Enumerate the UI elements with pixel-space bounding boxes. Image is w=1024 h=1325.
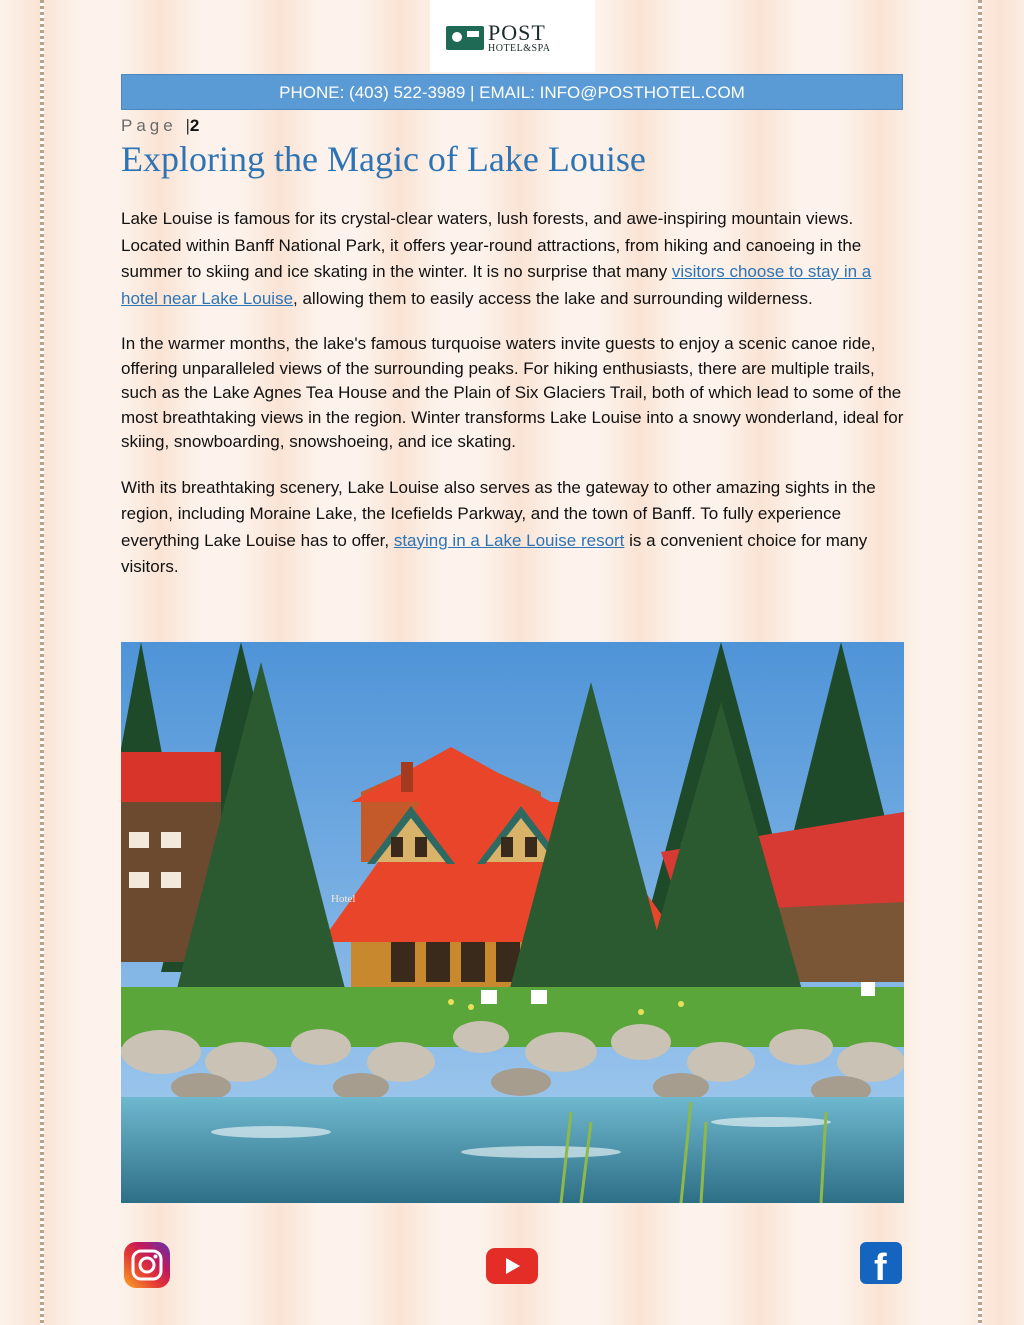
contact-bar: PHONE: (403) 522-3989 | EMAIL: INFO@POSTHOTEL.COM (121, 74, 903, 110)
hotel-near-lake-louise-link[interactable]: visitors choose to stay in a hotel near Lake Louise (121, 262, 872, 308)
facebook-button[interactable] (860, 1242, 902, 1284)
paragraph-3 (121, 475, 905, 581)
page-separator: | (185, 116, 190, 135)
facebook-glyph: f (874, 1247, 887, 1284)
facebook-icon (860, 1242, 902, 1284)
logo-text-post: POST (488, 20, 546, 45)
youtube-icon (486, 1248, 538, 1284)
lake-louise-resort-link[interactable]: staying in a Lake Louise resort (393, 530, 625, 550)
logo-text-hotel-spa: HOTEL&SPA (488, 43, 551, 54)
page-word: Page (121, 116, 177, 135)
page-title: Exploring the Magic of Lake Louise (121, 139, 646, 179)
hotel-sign-text: Hotel (331, 893, 356, 905)
hotel-photo-illustration (121, 642, 904, 1203)
article-body (121, 206, 905, 601)
hotel-photo (121, 642, 904, 1203)
paragraph-3-text-start: With its breathtaking scenery, Lake Louise also serves as the gateway to other amazing sights in the region, including Moraine Lake, the Icefields Parkway, and the town of Banff. To fully experience everything Lake Louise has to offer, (121, 477, 876, 550)
hotel-logo (430, 0, 595, 72)
youtube-button[interactable] (486, 1248, 538, 1284)
paragraph-1-text-start: Lake Louise is famous for its crystal-clear waters, lush forests, and awe-inspiring mountain views. Located within Banff National Park, it offers year-round attractions, from hiking and canoeing in the summer to skiing and ice skating in the winter. It is no surprise that many (121, 209, 862, 281)
logo-mark-icon (446, 26, 484, 50)
paragraph-1-text-end: , allowing them to easily access the lake and surrounding wilderness. (293, 288, 813, 308)
page-number-label (121, 116, 199, 136)
paragraph-3-text-end: is a convenient choice for many visitors. (121, 530, 868, 576)
decorative-border-left (40, 0, 44, 1325)
instagram-icon (124, 1242, 170, 1288)
page-number: 2 (189, 116, 200, 135)
paragraph-1 (121, 206, 905, 312)
decorative-border-right (978, 0, 982, 1325)
instagram-button[interactable] (124, 1242, 170, 1288)
paragraph-2: In the warmer months, the lake's famous turquoise waters invite guests to enjoy a scenic canoe ride, offering unparalleled views of the surrounding peaks. For hiking enthusiasts, there are multiple trails, such as the Lake Agnes Tea House and the Plain of Six Glaciers Trail, both of which lead to some of the most breathtaking views in the region. Winter transforms Lake Louise into a snowy wonderland, ideal for skiing, snowboarding, snowshoeing, and ice skating. (121, 334, 904, 451)
